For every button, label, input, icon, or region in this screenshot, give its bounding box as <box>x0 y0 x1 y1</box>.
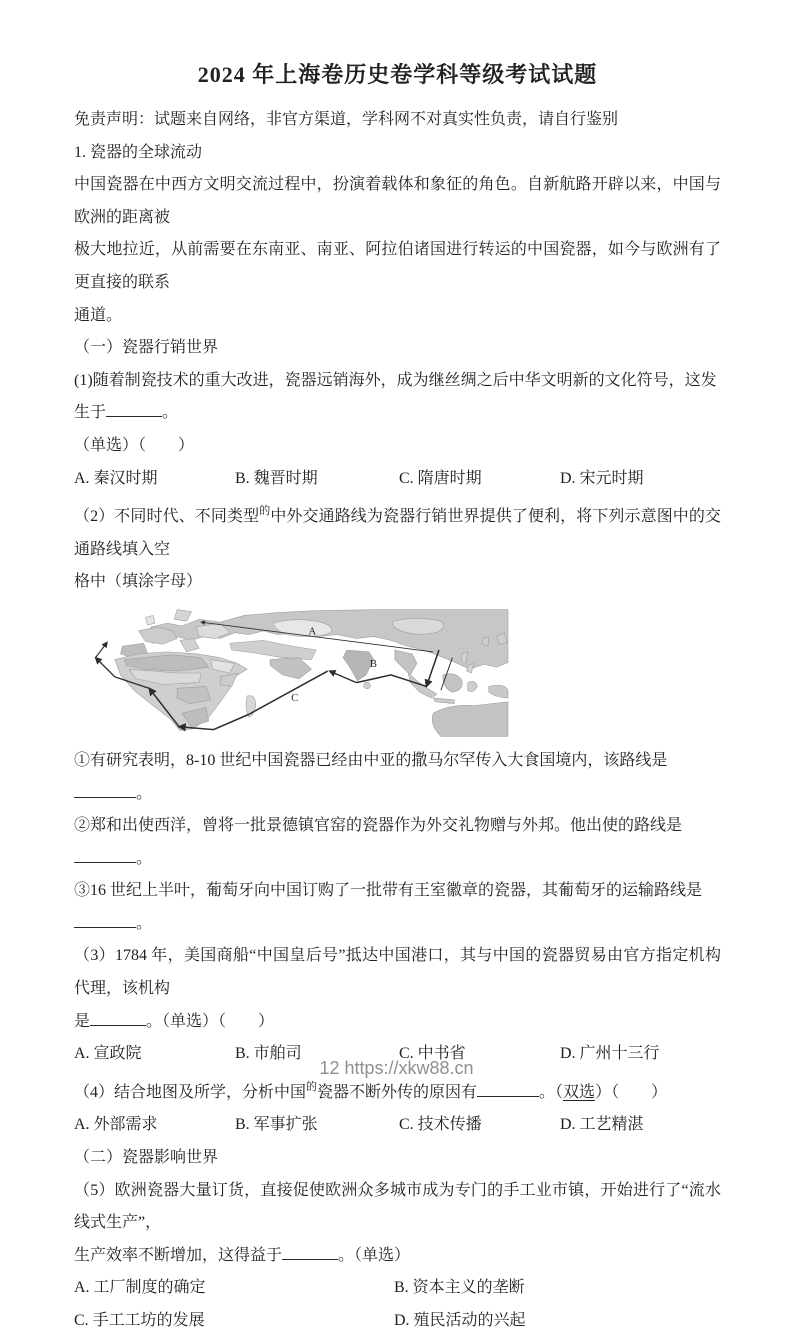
option: B. 资本主义的垄断 <box>394 1279 525 1297</box>
fill-item-1-text: ①有研究表明，8-10 世纪中国瓷器已经由中亚的撒马尔罕传入大食国境内，该路线是 <box>74 751 668 769</box>
intro-line-1: 中国瓷器在中西方文明交流过程中，扮演着载体和象征的角色。自新航路开辟以来，中国与欧洲的距离被 <box>74 176 721 226</box>
option: A. 宣政院 <box>74 1045 142 1063</box>
q3-line2-prefix: 是 <box>74 1012 91 1030</box>
route-b-line-arabia-leg <box>330 671 357 683</box>
trade-routes-map <box>86 607 508 739</box>
q5-line2-prefix: 生产效率不断增加，这得益于 <box>74 1246 283 1264</box>
q2-stem-b: 中外交通路线为瓷器行销世界提供了便利，将下列示意图中的交通路线填入空 <box>74 508 721 558</box>
option: A. 工厂制度的确定 <box>74 1279 206 1297</box>
route-c-label: C <box>291 692 299 704</box>
q5-answer-blank <box>282 1244 338 1260</box>
q3-answer-blank <box>90 1010 146 1026</box>
world-map-illustration <box>86 607 508 739</box>
option: C. 技术传播 <box>399 1116 482 1134</box>
option: B. 军事扩张 <box>235 1116 318 1134</box>
option: D. 殖民活动的兴起 <box>394 1312 526 1329</box>
q5-select-note: 。（单选） <box>338 1246 411 1264</box>
q2-superscript: 的 <box>259 505 271 518</box>
q2-stem-a: （2）不同时代、不同类型 <box>74 508 260 526</box>
q4-superscript: 的 <box>306 1080 318 1093</box>
double-select-word: 双选 <box>563 1083 596 1101</box>
q4-stem-a: （4）结合地图及所学，分析中国 <box>74 1083 307 1101</box>
landmass-africa-arabia <box>115 652 312 731</box>
route-a-label: A <box>308 626 317 638</box>
intro-line-3: 通道。 <box>74 306 123 324</box>
fill-item-2 <box>74 810 721 875</box>
route-c-line-to-europe <box>96 642 108 657</box>
q1-stem-period: 。 <box>162 404 179 422</box>
fill-item-3 <box>74 875 721 940</box>
option: C. 中书省 <box>399 1045 466 1063</box>
intro-line-2: 极大地拉近，从前需要在东南亚、南亚、阿拉伯诸国进行转运的中国瓷器，如今与欧洲有了更直接的联系 <box>74 241 721 291</box>
fill-item-3-period: 。 <box>136 914 153 932</box>
question-5-stem-line1: （5）欧洲瓷器大量订货，直接促使欧洲众多城市成为专门的手工业市镇，开始进行了“流水线式生产”， <box>74 1181 721 1232</box>
option: B. 市舶司 <box>235 1045 302 1063</box>
section-heading: 1. 瓷器的全球流动 <box>74 143 203 161</box>
option: D. 宋元时期 <box>560 469 644 487</box>
option: B. 魏晋时期 <box>235 469 318 487</box>
q3-select-note: 。（单选）（ ） <box>146 1012 275 1030</box>
q4-options-row <box>74 1109 721 1142</box>
q1-select-note: （单选）（ ） <box>74 436 195 454</box>
fill-item-3-text: ③16 世纪上半叶，葡萄牙向中国订购了一批带有王室徽章的瓷器，其葡萄牙的运输路线是 <box>74 882 703 900</box>
page-footer-watermark: 12 https://xkw88.cn <box>319 1058 474 1078</box>
fill-item-2-text: ②郑和出使西洋，曾将一批景德镇官窑的瓷器作为外交礼物赠与外邦。他出使的路线是 <box>74 817 683 835</box>
question-5-stem-line2 <box>74 1240 721 1273</box>
fill-item-1 <box>74 745 721 810</box>
q4-after-blank-b: ）（ ） <box>595 1083 668 1101</box>
disclaimer-text: 免责声明：试题来自网络，非官方渠道，学科网不对真实性负责，请自行鉴别 <box>74 111 619 128</box>
landmass-australia <box>432 702 508 737</box>
question-1-stem <box>74 365 721 430</box>
q1-stem-text: (1)随着制瓷技术的重大改进，瓷器远销海外，成为继丝绸之后中华文明新的文化符号，这发生于 <box>74 371 717 422</box>
fill-item-1-period: 。 <box>136 784 153 802</box>
route-b-line-china-leg <box>426 650 438 686</box>
option: C. 手工工坊的发展 <box>74 1312 205 1329</box>
q4-answer-blank <box>477 1081 539 1097</box>
question-3-stem-line2 <box>74 1006 721 1039</box>
fill-item-3-blank <box>74 912 136 928</box>
option: D. 工艺精湛 <box>560 1116 644 1134</box>
page-title: 2024 年上海卷历史卷学科等级考试试题 <box>197 62 598 87</box>
q1-options-row <box>74 463 721 496</box>
part1-heading: （一）瓷器行销世界 <box>74 339 219 357</box>
route-c-line-arabian-sea <box>249 671 328 714</box>
question-3-stem-line1: （3）1784 年，美国商船“中国皇后号”抵达中国港口，其与中国的瓷器贸易由官方指定机构代理，该机构 <box>74 947 721 998</box>
q4-after-blank-a: 。（ <box>539 1083 564 1101</box>
q5-options-row2 <box>74 1305 721 1338</box>
option: D. 广州十三行 <box>560 1045 660 1063</box>
q5-options-row1 <box>74 1272 721 1305</box>
fill-item-1-blank <box>74 782 136 798</box>
option: C. 隋唐时期 <box>399 469 482 487</box>
q4-stem-b: 瓷器不断外传的原因有 <box>317 1083 478 1101</box>
fill-item-2-blank <box>74 847 136 863</box>
fill-item-2-period: 。 <box>136 849 153 867</box>
q2-stem-line2: 格中（填涂字母） <box>74 573 203 591</box>
option: A. 外部需求 <box>74 1116 158 1134</box>
question-2-stem <box>74 495 721 566</box>
part2-heading: （二）瓷器影响世界 <box>74 1149 219 1167</box>
route-b-label: B <box>369 659 377 671</box>
option: A. 秦汉时期 <box>74 469 158 487</box>
q1-answer-blank <box>106 401 162 417</box>
